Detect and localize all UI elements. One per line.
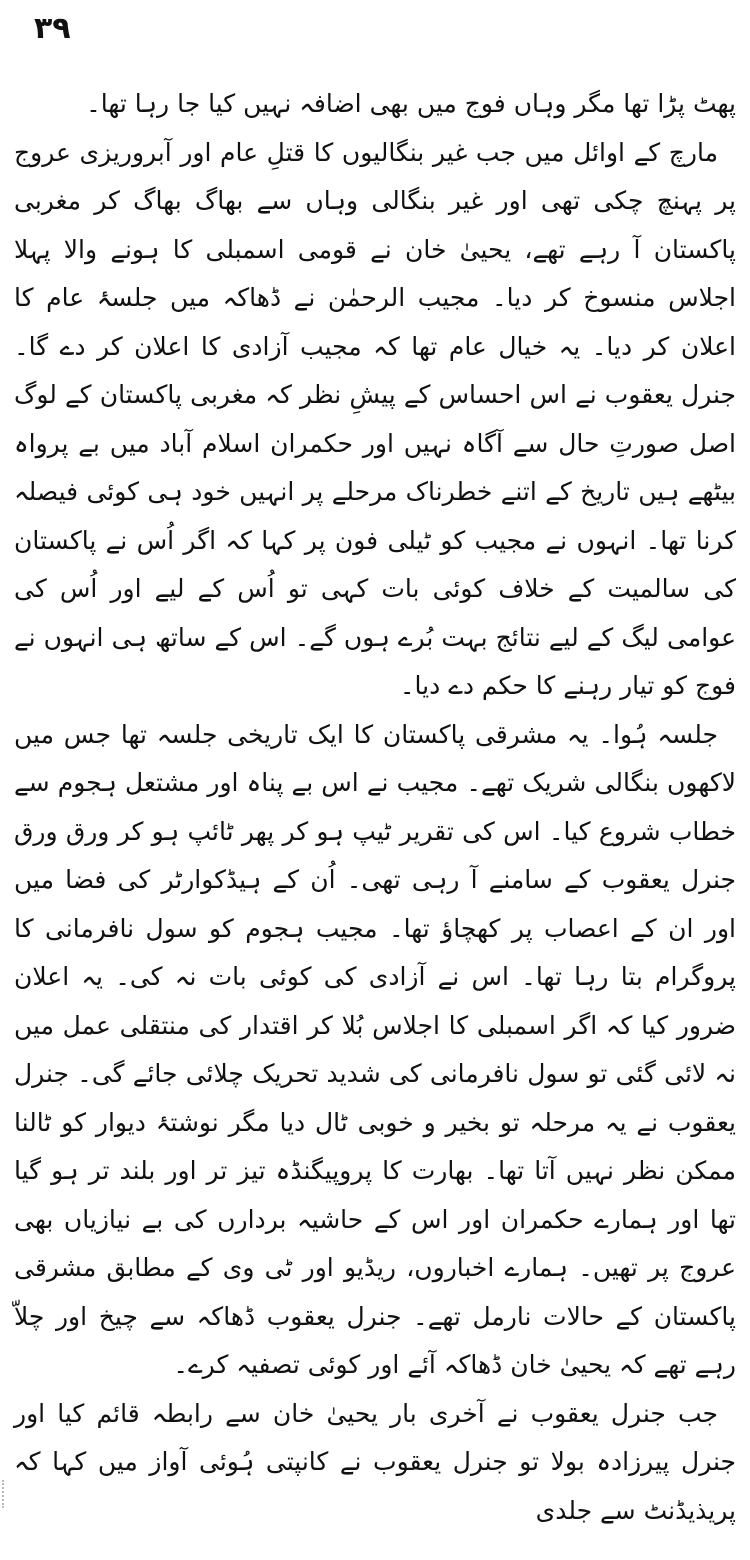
page-number: ٣٩ [34, 11, 71, 46]
paragraph-1: پھٹ پڑا تھا مگر وہاں فوج میں بھی اضافہ نہیں کیا جا رہا تھا۔ [86, 89, 736, 118]
paragraph-2: مارچ کے اوائل میں جب غیر بنگالیوں کا قتلِ عام اور آبروریزی عروج پر پہنچ چکی تھی اور غیر بنگالی وہاں سے بھاگ بھاگ کر مغربی پاکستان آ رہے تھے، یحییٰ خان نے قومی اسمبلی کا ہونے والا پہلا اجلاس منسوخ کر دیا۔ مجیب الرحمٰن نے ڈھاکہ میں جلسۂ عام کا اعلان کر دیا۔ یہ خیال عام تھا کہ مجیب آزادی کا اعلان کر دے گا۔ جنرل یعقوب نے اس احساس کے پیشِ نظر کہ مغربی پاکستان کے لوگ اصل صورتِ حال سے آگاہ نہیں اور حکمران اسلام آباد میں بے پرواہ بیٹھے ہیں تاریخ کے اتنے خطرناک مرحلے پر انہیں خود ہی کوئی فیصلہ کرنا تھا۔ انہوں نے مجیب کو ٹیلی فون پر کہا کہ اگر اُس نے پاکستان کی سالمیت کے خلاف کوئی بات کہی تو اُس کے لیے اور اُس کی عوامی لیگ کے لیے نتائج بہت بُرے ہوں گے۔ اس کے ساتھ ہی انہوں نے فوج کو تیار رہنے کا حکم دے دیا۔ [14, 137, 736, 700]
body-text [14, 80, 736, 1535]
paragraph-3: جلسہ ہُوا۔ یہ مشرقی پاکستان کا ایک تاریخی جلسہ تھا جس میں لاکھوں بنگالی شریک تھے۔ مجیب نے اس بے پناہ اور مشتعل ہجوم سے خطاب شروع کیا۔ اس کی تقریر ٹیپ ہو کر پھر ٹائپ ہو کر ورق ورق جنرل یعقوب کے سامنے آ رہی تھی۔ اُن کے ہیڈکوارٹر کی فضا میں اور ان کے اعصاب پر کھچاؤ تھا۔ مجیب ہجوم کو سول نافرمانی کا پروگرام بتا رہا تھا۔ اس نے آزادی کی کوئی بات نہ کی۔ یہ اعلان ضرور کیا کہ اگر اسمبلی کا اجلاس بُلا کر اقتدار کی منتقلی عمل میں نہ لائی گئی تو سول نافرمانی کی شدید تحریک چلائی جائے گی۔ جنرل یعقوب نے یہ مرحلہ تو بخیر و خوبی ٹال دیا مگر نوشتۂ دیوار کو ٹالنا ممکن نظر نہیں آتا تھا۔ بھارت کا پروپیگنڈہ تیز تر اور بلند تر ہو گیا تھا اور ہمارے حکمران اور اس کے حاشیہ بردارں کی بے نیازیاں بھی عروج پر تھیں۔ ہمارے اخباروں، ریڈیو اور ٹی وی کے مطابق مشرقی پاکستان کے حالات نارمل تھے۔ جنرل یعقوب ڈھاکہ سے چیخ اور چلاّ رہے تھے کہ یحییٰ خان ڈھاکہ آئے اور کوئی تصفیہ کرے۔ [14, 719, 736, 1379]
scan-edge-mark [2, 1480, 10, 1508]
paragraph-4: جب جنرل یعقوب نے آخری بار یحییٰ خان سے رابطہ قائم کیا اور جنرل پیرزادہ بولا تو جنرل یعقوب نے کانپتی ہُوئی آواز میں کہا کہ پریذیڈنٹ سے جلدی [14, 1398, 736, 1525]
